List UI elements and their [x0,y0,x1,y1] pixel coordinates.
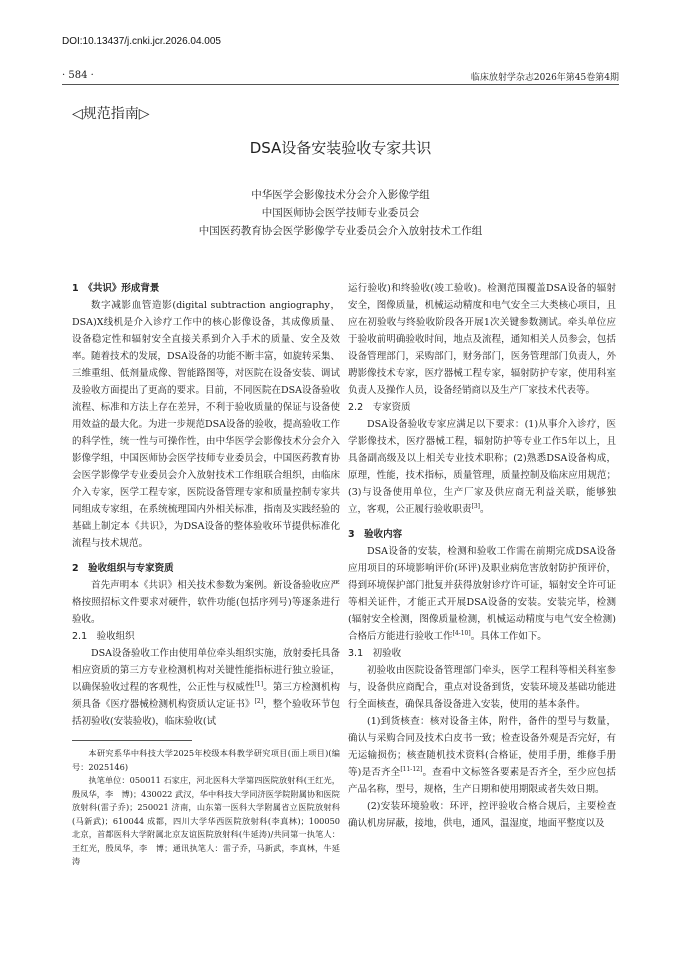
journal-name: 临床放射学杂志2026年第45卷第4期 [470,73,619,83]
text-span: DSA设备验收专家应满足以下要求：(1)从事介入诊疗，医学影像技术，医疗器械工程，辐射防护等专业工作5年以上，且具备副高级及以上相关专业技术职称；(2)熟悉DSA设备构成，原理，性能，技术指标，质量管理，质量控制及临床应用规范；(3)与设备使用单位，生产厂家及供应商无利益关联，能够独立，客观，公正履行验收职责 [348,419,616,515]
footnote-divider [72,740,192,741]
text-span: DSA设备的安装，检测和验收工作需在前期完成DSA设备应用项目的环境影响评价(环评)及职业病危害放射防护预评价，得到环境保护部门批复并获得放射诊疗许可证，辐射安全许可证等相关证件，才能正式开展DSA设备的安装。安装完毕，检测(辐射安全检测，图像质量检测，机械运动精度与电气安全检测)合格后方能进行验收工作 [348,546,616,642]
citation: [1] [254,680,264,688]
paragraph [348,713,616,798]
footnote: 执笔单位：050011 石家庄，河北医科大学第四医院放射科(王红光，殷凤华，李 博)；430022 武汉，华中科技大学同济医学院附属协和医院放射科(雷子乔)；250021 济南，山东第一医科大学附属省立医院放射科(马新武)；610044 成都，四川大学华西医院放射科(李真林)；100050 北京，首都医科大学附属北京友谊医院放射科(牛延涛)/共同第一执笔人：王红光，殷凤华，李 博；通讯执笔人：雷子乔，马新武，李真林，牛延涛 [72,775,340,866]
paragraph: 初验收由医院设备管理部门牵头，医学工程科等相关科室参与，设备供应商配合，重点对设备到货，安装环境及基础功能进行全面核查，确保具备设备进入安装，使用的基本条件。 [348,665,616,710]
running-header [62,70,619,85]
text-span: DSA设备验收工作由使用单位牵头组织实施，放射委托具备相应资质的第三方专业检测机构对关键性能指标进行独立验证，以确保验收过程的客观性，公正性与权威性 [72,648,340,693]
article-title: DSA设备安装验收专家共识 [249,139,432,157]
paragraph [348,543,616,645]
text-span: 。查看中文标签各要素是否齐全，至少应包括产品名称，型号，规格，生产日期和使用期限或者失效日期。 [348,767,616,795]
page-number: · 584 · [62,70,94,81]
author-org: 中国医师协会医学技师专业委员会 [261,207,420,219]
paragraph: 运行验收)和终验收(竣工验收)。检测范围覆盖DSA设备的辐射安全，图像质量，机械运动精度和电气安全三大类核心项目，且应在初验收与终验收阶段各开展1次关键参数测试。牵头单位应于验收前明确验收时间，地点及流程，通知相关人员参会，包括设备管理部门，采购部门，财务部门，医务管理部门负责人，外聘影像技术专家，医疗器械工程专家，辐射防护专家，使用科室负责人及操作人员，设备经销商以及生产厂家技术代表等。 [348,283,616,396]
citation: [11-12] [400,765,423,773]
section-heading: 2 验收组织与专家资质 [72,563,174,574]
citation: [2] [254,697,264,705]
citation: [4-10] [452,629,471,637]
footnote: 本研究系华中科技大学2025年校级本科教学研究项目(面上项目)(编号：2025146) [72,748,340,772]
author-org: 中华医学会影像技术分会介入影像学组 [251,189,430,201]
paragraph: 数字减影血管造影(digital subtraction angiography，DSA)X线机是介入诊疗工作中的核心影像设备，其成像质量、设备稳定性和辐射安全直接关系到介入手术的质量、安全及效率。随着技术的发展，DSA设备的功能不断丰富，如旋转采集、三维重组、低剂量成像、智能路图等，对医院在设备安装、调试及验收方面提出了更高的要求。目前，不同医院在DSA设备验收流程、标准和方法上存在差异，不利于验收质量的保证与设备使用效益的最大化。为进一步规范DSA设备的验收，提高验收工作的科学性，统一性与可操作性，由中华医学会影像技术分会介入影像学组，中国医师协会医学技师专业委员会，中国医药教育协会医学影像学专业委员会介入放射技术工作组联合组织，由临床介入专家，医学工程专家，医院设备管理专家和质量控制专家共同组成专家组，在系统梳理国内外相关标准，指南及实践经验的基础上制定本《共识》，为DSA设备的整体验收环节提供标准化流程与技术规范。 [72,300,340,549]
paragraph [72,645,340,730]
subsection-heading: 2.2 专家资质 [348,402,411,413]
author-org: 中国医药教育协会医学影像学专业委员会介入放射技术工作组 [198,225,483,237]
subsection-heading: 3.1 初验收 [348,648,402,659]
text-span: 。第三方检测机构须具备《医疗器械检测机构资质认定证书》 [72,682,340,710]
doi: DOI:10.13437/j.cnki.jcr.2026.04.005 [62,36,221,47]
left-column [72,280,340,869]
section-tag: ◁规范指南▷ [72,106,150,122]
section-heading: 1 《共识》形成背景 [72,283,160,294]
paragraph [348,416,616,518]
paragraph: 首先声明本《共识》相关技术参数为案例。新设备验收应严格按照招标文件要求对硬件，软件功能(包括序列号)等逐条进行验收。 [72,580,340,625]
paragraph: (2)安装环境验收：环评，控评验收合格合规后，主要检查确认机房屏蔽，接地，供电，通风，温湿度，地面平整度以及 [348,801,616,829]
right-column [348,280,616,832]
citation: [3] [471,502,481,510]
text-span: 。具体工作如下。 [470,631,547,642]
text-span: 。 [480,504,490,515]
author-list [0,186,681,240]
subsection-heading: 2.1 验收组织 [72,631,135,642]
text-span: ，整个验收环节包括初验收(安装验收)，临床验收(试 [72,699,340,727]
section-heading: 3 验收内容 [348,529,403,540]
text-span: (1)到货核查：核对设备主体，附件，备件的型号与数量，确认与采购合同及技术白皮书一致；检查设备外观是否完好，有无运输损伤；核查随机技术资料(合格证，使用手册，维修手册等)是否齐全 [348,716,616,778]
